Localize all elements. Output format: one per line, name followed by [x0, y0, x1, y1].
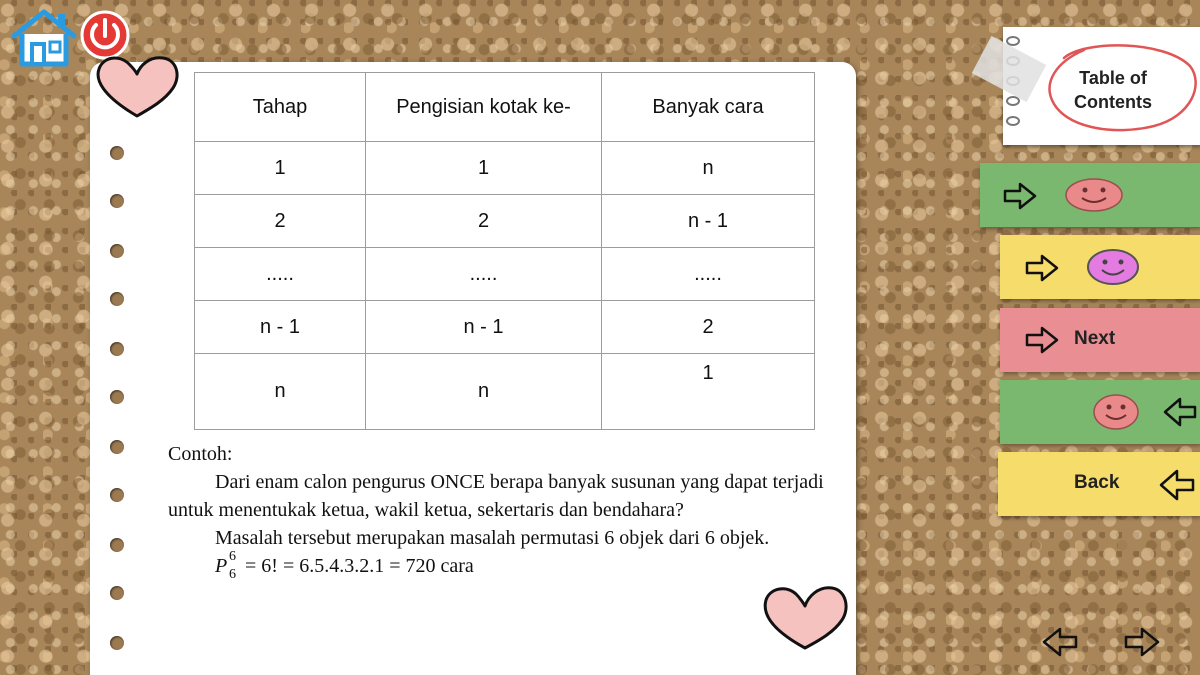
formula-result: = 6! = 6.5.4.3.2.1 = 720 cara [245, 555, 474, 577]
paper-hole [110, 194, 124, 208]
arrow-left-icon [1158, 468, 1196, 502]
table-cell: n - 1 [195, 301, 366, 354]
arrow-right-icon [1024, 325, 1060, 355]
home-icon[interactable] [8, 6, 80, 68]
table-cell: 1 [602, 354, 815, 430]
paper-hole [110, 390, 124, 404]
table-cell: ..... [366, 248, 602, 301]
paper-hole [110, 292, 124, 306]
example-explanation: Masalah tersebut merupakan masalah permutasi 6 objek dari 6 objek. [215, 527, 770, 549]
formula-symbol: P [215, 555, 228, 577]
paper-hole [110, 342, 124, 356]
arrow-right-icon[interactable] [1122, 625, 1162, 659]
table-header-row [195, 73, 815, 142]
arrow-left-icon[interactable] [1040, 625, 1080, 659]
heart-icon [760, 582, 850, 654]
table-row [195, 248, 815, 301]
next-button-label: Next [1074, 328, 1116, 349]
spiral-binding [1006, 116, 1020, 126]
formula-subscript: 6 [229, 567, 236, 582]
paper-hole [110, 146, 124, 160]
next-button[interactable] [1000, 308, 1200, 372]
formula-superscript: 6 [229, 549, 236, 564]
table-header-cell: Tahap [195, 73, 366, 142]
table-cell: 2 [602, 301, 815, 354]
table-row [195, 195, 815, 248]
permutation-steps-table [194, 72, 815, 430]
table-cell: 1 [195, 142, 366, 195]
table-cell: ..... [195, 248, 366, 301]
paper-hole [110, 636, 124, 650]
permutation-formula [168, 549, 828, 582]
smiley-icon [1092, 393, 1140, 431]
paper-hole [110, 586, 124, 600]
table-row [195, 301, 815, 354]
smiley-icon [1064, 177, 1124, 213]
table-row [195, 142, 815, 195]
table-header-cell: Banyak cara [602, 73, 815, 142]
table-cell: n [195, 354, 366, 430]
back-button[interactable] [998, 452, 1200, 516]
tab-yellow-next-smiley[interactable] [1000, 235, 1200, 299]
paper-hole [110, 244, 124, 258]
example-heading: Contoh: [168, 443, 233, 465]
table-header-cell: Pengisian kotak ke- [366, 73, 602, 142]
table-cell: 2 [366, 195, 602, 248]
paper-hole [110, 538, 124, 552]
table-of-contents-label[interactable]: Table of Contents [1074, 68, 1152, 112]
heart-icon [93, 52, 181, 122]
table-cell: n [602, 142, 815, 195]
tab-green-back-smiley[interactable] [1000, 380, 1200, 444]
arrow-right-icon [1024, 253, 1060, 283]
table-cell: ..... [602, 248, 815, 301]
example-question: Dari enam calon pengurus ONCE berapa banyak susunan yang dapat terjadi untuk menentukak ketua, wakil ketua, sekertaris dan bendahara? [168, 471, 824, 521]
table-row [195, 354, 815, 430]
arrow-right-icon [1002, 181, 1038, 211]
smiley-icon [1086, 248, 1140, 286]
table-cell: n - 1 [366, 301, 602, 354]
table-cell: 2 [195, 195, 366, 248]
table-cell: n - 1 [602, 195, 815, 248]
paper-hole [110, 488, 124, 502]
arrow-left-icon [1162, 396, 1198, 428]
table-cell: n [366, 354, 602, 430]
paper-hole [110, 440, 124, 454]
example-section [168, 440, 828, 580]
table-cell: 1 [366, 142, 602, 195]
back-button-label: Back [1074, 472, 1120, 493]
tab-green-next-smiley[interactable] [980, 163, 1200, 227]
